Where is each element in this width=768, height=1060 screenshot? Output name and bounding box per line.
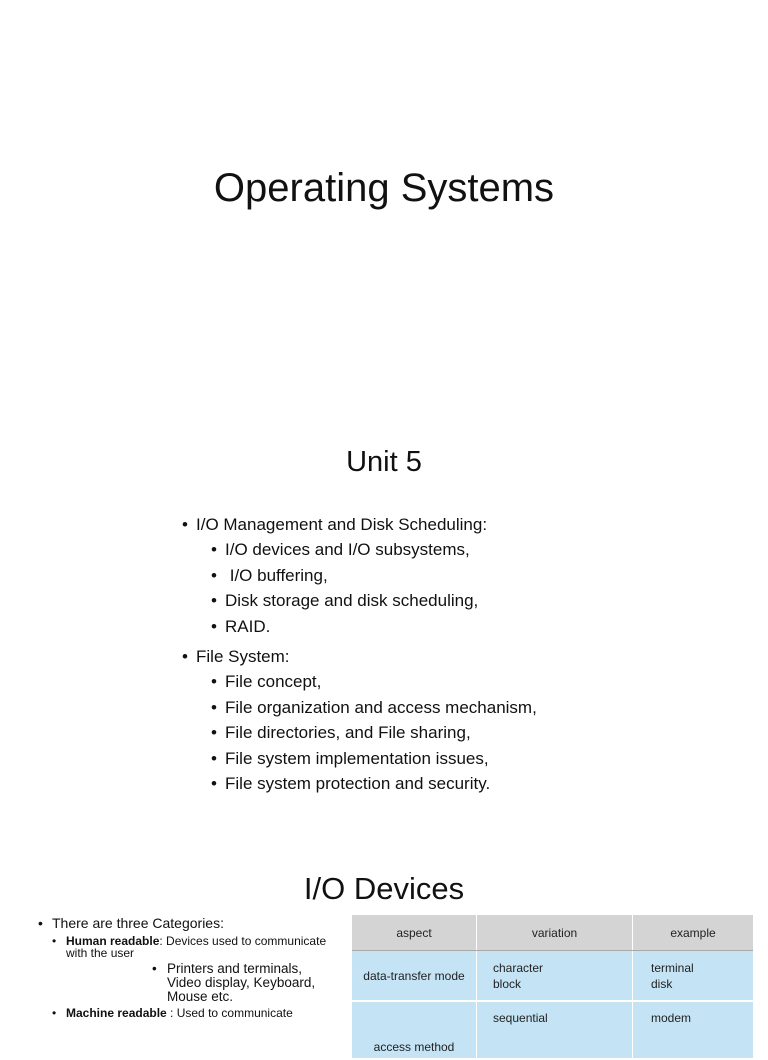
table-cell-variation <box>477 951 633 1002</box>
category-examples <box>38 962 338 1004</box>
table-cell-example <box>633 951 754 1002</box>
bullet-icon: • <box>211 723 217 742</box>
cell-line: sequential <box>493 1011 548 1025</box>
list-item <box>182 746 622 772</box>
list-item <box>182 563 622 589</box>
table-row <box>352 1001 753 1059</box>
table-cell-example <box>633 1001 754 1059</box>
topic-label: I/O Management and Disk Scheduling: <box>196 515 488 534</box>
cell-line: block <box>493 976 522 991</box>
column-header-example: example <box>633 915 754 951</box>
bullet-icon: • <box>52 1006 57 1020</box>
bullet-icon: • <box>211 774 217 793</box>
list-item <box>182 537 622 563</box>
list-item <box>182 695 622 721</box>
list-item <box>182 614 622 640</box>
bullet-icon: • <box>182 647 188 666</box>
bullet-icon: • <box>211 540 217 559</box>
topic-label: File System: <box>196 647 290 666</box>
list-item-text: I/O devices and I/O subsystems, <box>225 540 470 559</box>
column-header-aspect: aspect <box>352 915 477 951</box>
list-item-text: File system implementation issues, <box>225 748 489 768</box>
bullet-icon: • <box>152 961 157 976</box>
bullet-icon: • <box>211 565 217 585</box>
cell-line: modem <box>651 1011 692 1025</box>
list-item <box>182 588 622 614</box>
list-item <box>182 669 622 695</box>
table-cell-aspect: access method <box>352 1001 477 1059</box>
table-cell-variation <box>477 1001 633 1059</box>
column-header-variation: variation <box>477 915 633 951</box>
table-row <box>352 951 753 1002</box>
bullet-icon: • <box>52 934 57 948</box>
cell-line: terminal <box>651 960 694 975</box>
table-cell-aspect: data-transfer mode <box>352 951 477 1002</box>
categories-list <box>38 915 338 1019</box>
slide-title-heading: Operating Systems <box>213 166 555 210</box>
slide-io-devices <box>0 845 768 1054</box>
category-human-readable <box>38 935 338 959</box>
category-examples-text: Printers and terminals, Video display, Keyboard, Mouse etc. <box>167 961 316 1004</box>
list-item-text: File system protection and security. <box>225 774 491 793</box>
topic-io-management <box>182 513 622 639</box>
table-header-row <box>352 915 753 951</box>
list-item-text: Disk storage and disk scheduling, <box>225 591 479 610</box>
list-item-text: File directories, and File sharing, <box>225 723 471 742</box>
category-desc: : Devices used to communicate with the user <box>66 934 327 960</box>
bullet-icon: • <box>38 915 43 931</box>
bullet-icon: • <box>211 748 217 768</box>
bullet-icon: • <box>211 672 217 691</box>
topic-file-system <box>182 645 622 797</box>
cell-line: character <box>493 960 544 975</box>
cell-line: disk <box>651 976 673 991</box>
io-characteristics-table <box>352 915 753 1060</box>
list-item <box>182 720 622 746</box>
category-term: Human readable <box>66 934 160 948</box>
category-machine-readable <box>38 1007 338 1019</box>
unit-heading: Unit 5 <box>346 446 422 478</box>
list-item-text: I/O buffering, <box>225 565 328 585</box>
list-item <box>182 771 622 797</box>
io-devices-heading: I/O Devices <box>303 871 465 906</box>
bullet-icon: • <box>211 591 217 610</box>
intro-text: There are three Categories: <box>52 915 224 931</box>
category-term: Machine readable <box>66 1006 167 1020</box>
topics-list <box>182 513 622 797</box>
category-desc: : Used to communicate <box>166 1006 293 1020</box>
list-item-text: RAID. <box>225 616 271 636</box>
categories-intro <box>38 915 338 932</box>
bullet-icon: • <box>211 697 217 717</box>
list-item-text: File organization and access mechanism, <box>225 697 537 717</box>
list-item-text: File concept, <box>225 672 322 691</box>
slide-title <box>0 0 768 410</box>
bullet-icon: • <box>182 515 188 534</box>
slide-unit5 <box>0 410 768 845</box>
bullet-icon: • <box>211 616 217 636</box>
